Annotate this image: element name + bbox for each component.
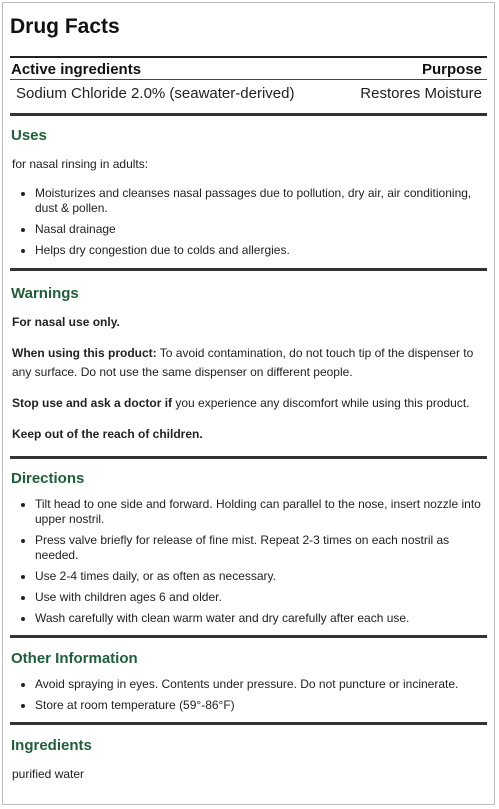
uses-intro: for nasal rinsing in adults: <box>12 157 149 171</box>
directions-list <box>14 497 487 626</box>
section-divider <box>10 635 487 638</box>
ingredients-heading: Ingredients <box>11 737 92 754</box>
warnings-stop-label: Stop use and ask a doctor if <box>12 396 173 410</box>
warnings-when-text: To avoid contamination, do not touch tip of the dispenser to any surface. Do not use the same dispenser on different people. <box>12 346 474 379</box>
warnings-nasal-only: For nasal use only. <box>12 315 120 329</box>
directions-item: • Use 2-4 times daily, or as often as necessary. <box>35 569 487 584</box>
active-ingredients-header: Active ingredients <box>11 61 142 78</box>
warnings-keep-out: Keep out of the reach of children. <box>12 427 203 441</box>
warnings-stop-text: you experience any discomfort while using this product. <box>172 396 470 410</box>
uses-item: • Helps dry congestion due to colds and allergies. <box>35 243 487 258</box>
ingredients-text: purified water <box>12 767 85 781</box>
directions-item: • Tilt head to one side and forward. Holding can parallel to the nose, insert nozzle into upper nostril. <box>35 497 487 527</box>
drug-facts-title: Drug Facts <box>10 15 120 38</box>
directions-item: • Use with children ages 6 and older. <box>35 590 487 605</box>
other-info-list <box>14 677 487 713</box>
directions-heading: Directions <box>11 470 85 487</box>
active-purpose: Restores Moisture <box>360 85 482 102</box>
section-divider <box>10 456 487 459</box>
title-divider <box>10 56 487 58</box>
warnings-when-label: When using this product: <box>12 346 157 360</box>
purpose-header: Purpose <box>421 61 482 78</box>
section-divider <box>10 268 487 271</box>
other-info-item: • Store at room temperature (59°-86°F) <box>35 698 487 713</box>
uses-item: • Nasal drainage <box>35 222 487 237</box>
uses-item: • Moisturizes and cleanses nasal passages due to pollution, dry air, air conditioning, dust & pollen. <box>35 186 487 216</box>
other-info-item: • Avoid spraying in eyes. Contents under pressure. Do not puncture or incinerate. <box>35 677 487 692</box>
section-divider <box>10 722 487 725</box>
warnings-heading: Warnings <box>11 285 79 302</box>
other-info-heading: Other Information <box>11 650 138 667</box>
directions-item: • Press valve briefly for release of fine mist. Repeat 2-3 times on each nostril as needed. <box>35 533 487 563</box>
active-header-divider <box>10 79 487 80</box>
uses-heading: Uses <box>11 127 47 144</box>
section-divider <box>10 113 487 116</box>
uses-list <box>14 186 487 258</box>
warnings-when-using <box>12 344 480 382</box>
active-ingredient: Sodium Chloride 2.0% (seawater-derived) <box>16 85 295 102</box>
warnings-stop-use <box>12 394 480 413</box>
directions-item: • Wash carefully with clean warm water and dry carefully after each use. <box>35 611 487 626</box>
